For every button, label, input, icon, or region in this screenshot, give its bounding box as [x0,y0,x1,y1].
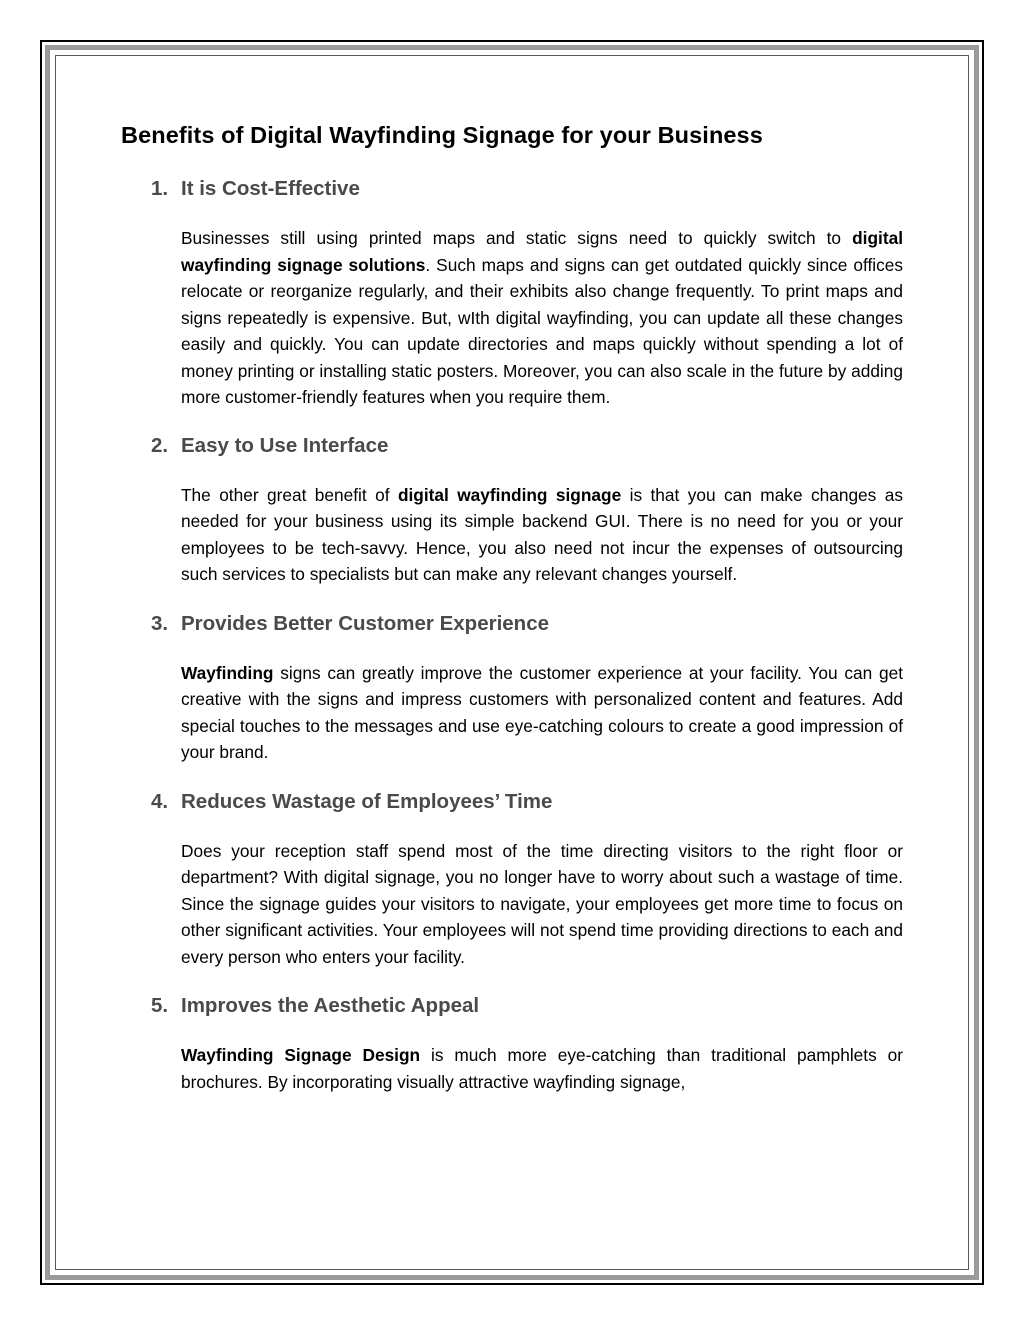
section-paragraph [181,660,903,766]
section-paragraph [181,838,903,971]
document-title: Benefits of Digital Wayfinding Signage for your Business [121,122,763,148]
section-paragraph [181,225,903,411]
section-title: Provides Better Customer Experience [181,611,549,635]
para-text: The other great benefit of [181,484,398,505]
section-title: Reduces Wastage of Employees’ Time [181,789,553,813]
section-employees-time [121,788,903,971]
section-cost-effective [121,175,903,411]
section-paragraph [181,1042,903,1095]
section-paragraph [181,482,903,588]
section-aesthetic-appeal [121,992,903,1095]
section-customer-experience [121,610,903,766]
para-bold-text: Wayfinding Signage Design [181,1045,421,1065]
para-text: is that you can make changes as needed for your business using its simple backend GUI. There is no need for you or your employees to be tech-savvy. Hence, you also need not incur the expenses of outsourcing such services to specialists but can make any relevant changes yourself. [181,484,903,584]
para-text: is much more eye-catching than traditional pamphlets or brochures. By incorporating visually attractive wayfinding signage, [181,1045,903,1092]
section-number: 4. [151,789,169,813]
section-heading [121,788,903,816]
section-number: 3. [151,611,169,635]
document-body [121,118,903,1095]
section-number: 2. [151,433,169,457]
section-title: Easy to Use Interface [181,433,389,457]
para-text: Businesses still using printed maps and static signs need to quickly switch to [181,228,853,248]
section-title: It is Cost-Effective [181,177,360,200]
section-heading [121,175,903,203]
para-bold-text: Wayfinding [181,662,274,683]
para-text: Does your reception staff spend most of the time directing visitors to the right floor or department? With digital signage, you no longer have to worry about such a wastage of time. Since the signage guides your visitors to navigate, your employees get more time to focus on other significant activities. Your employees will not spend time providing directions to each and every person who enters your facility. [181,840,903,967]
section-heading [121,992,903,1020]
section-easy-interface [121,432,903,588]
section-title: Improves the Aesthetic Appeal [181,994,480,1017]
section-number: 5. [151,994,169,1017]
para-bold-text: digital wayfinding signage solutions [181,228,903,275]
para-bold-text: digital wayfinding signage [397,484,622,505]
section-heading [121,610,903,638]
para-text: . Such maps and signs can get outdated quickly since offices relocate or reorganize regularly, and their exhibits also change frequently. To print maps and signs repeatedly is expensive. But, wIth digital wayfinding, you can update all these changes easily and quickly. You can update directories and maps quickly without spending a lot of money printing or installing static posters. Moreover, you can also scale in the future by adding more customer-friendly features when you require them. [181,254,903,407]
section-number: 1. [151,177,169,200]
para-text: signs can greatly improve the customer experience at your facility. You can get creative with the signs and impress customers with personalized content and features. Add special touches to the messages and use eye-catching colours to create a good impression of your brand. [181,662,903,762]
section-heading [121,432,903,460]
